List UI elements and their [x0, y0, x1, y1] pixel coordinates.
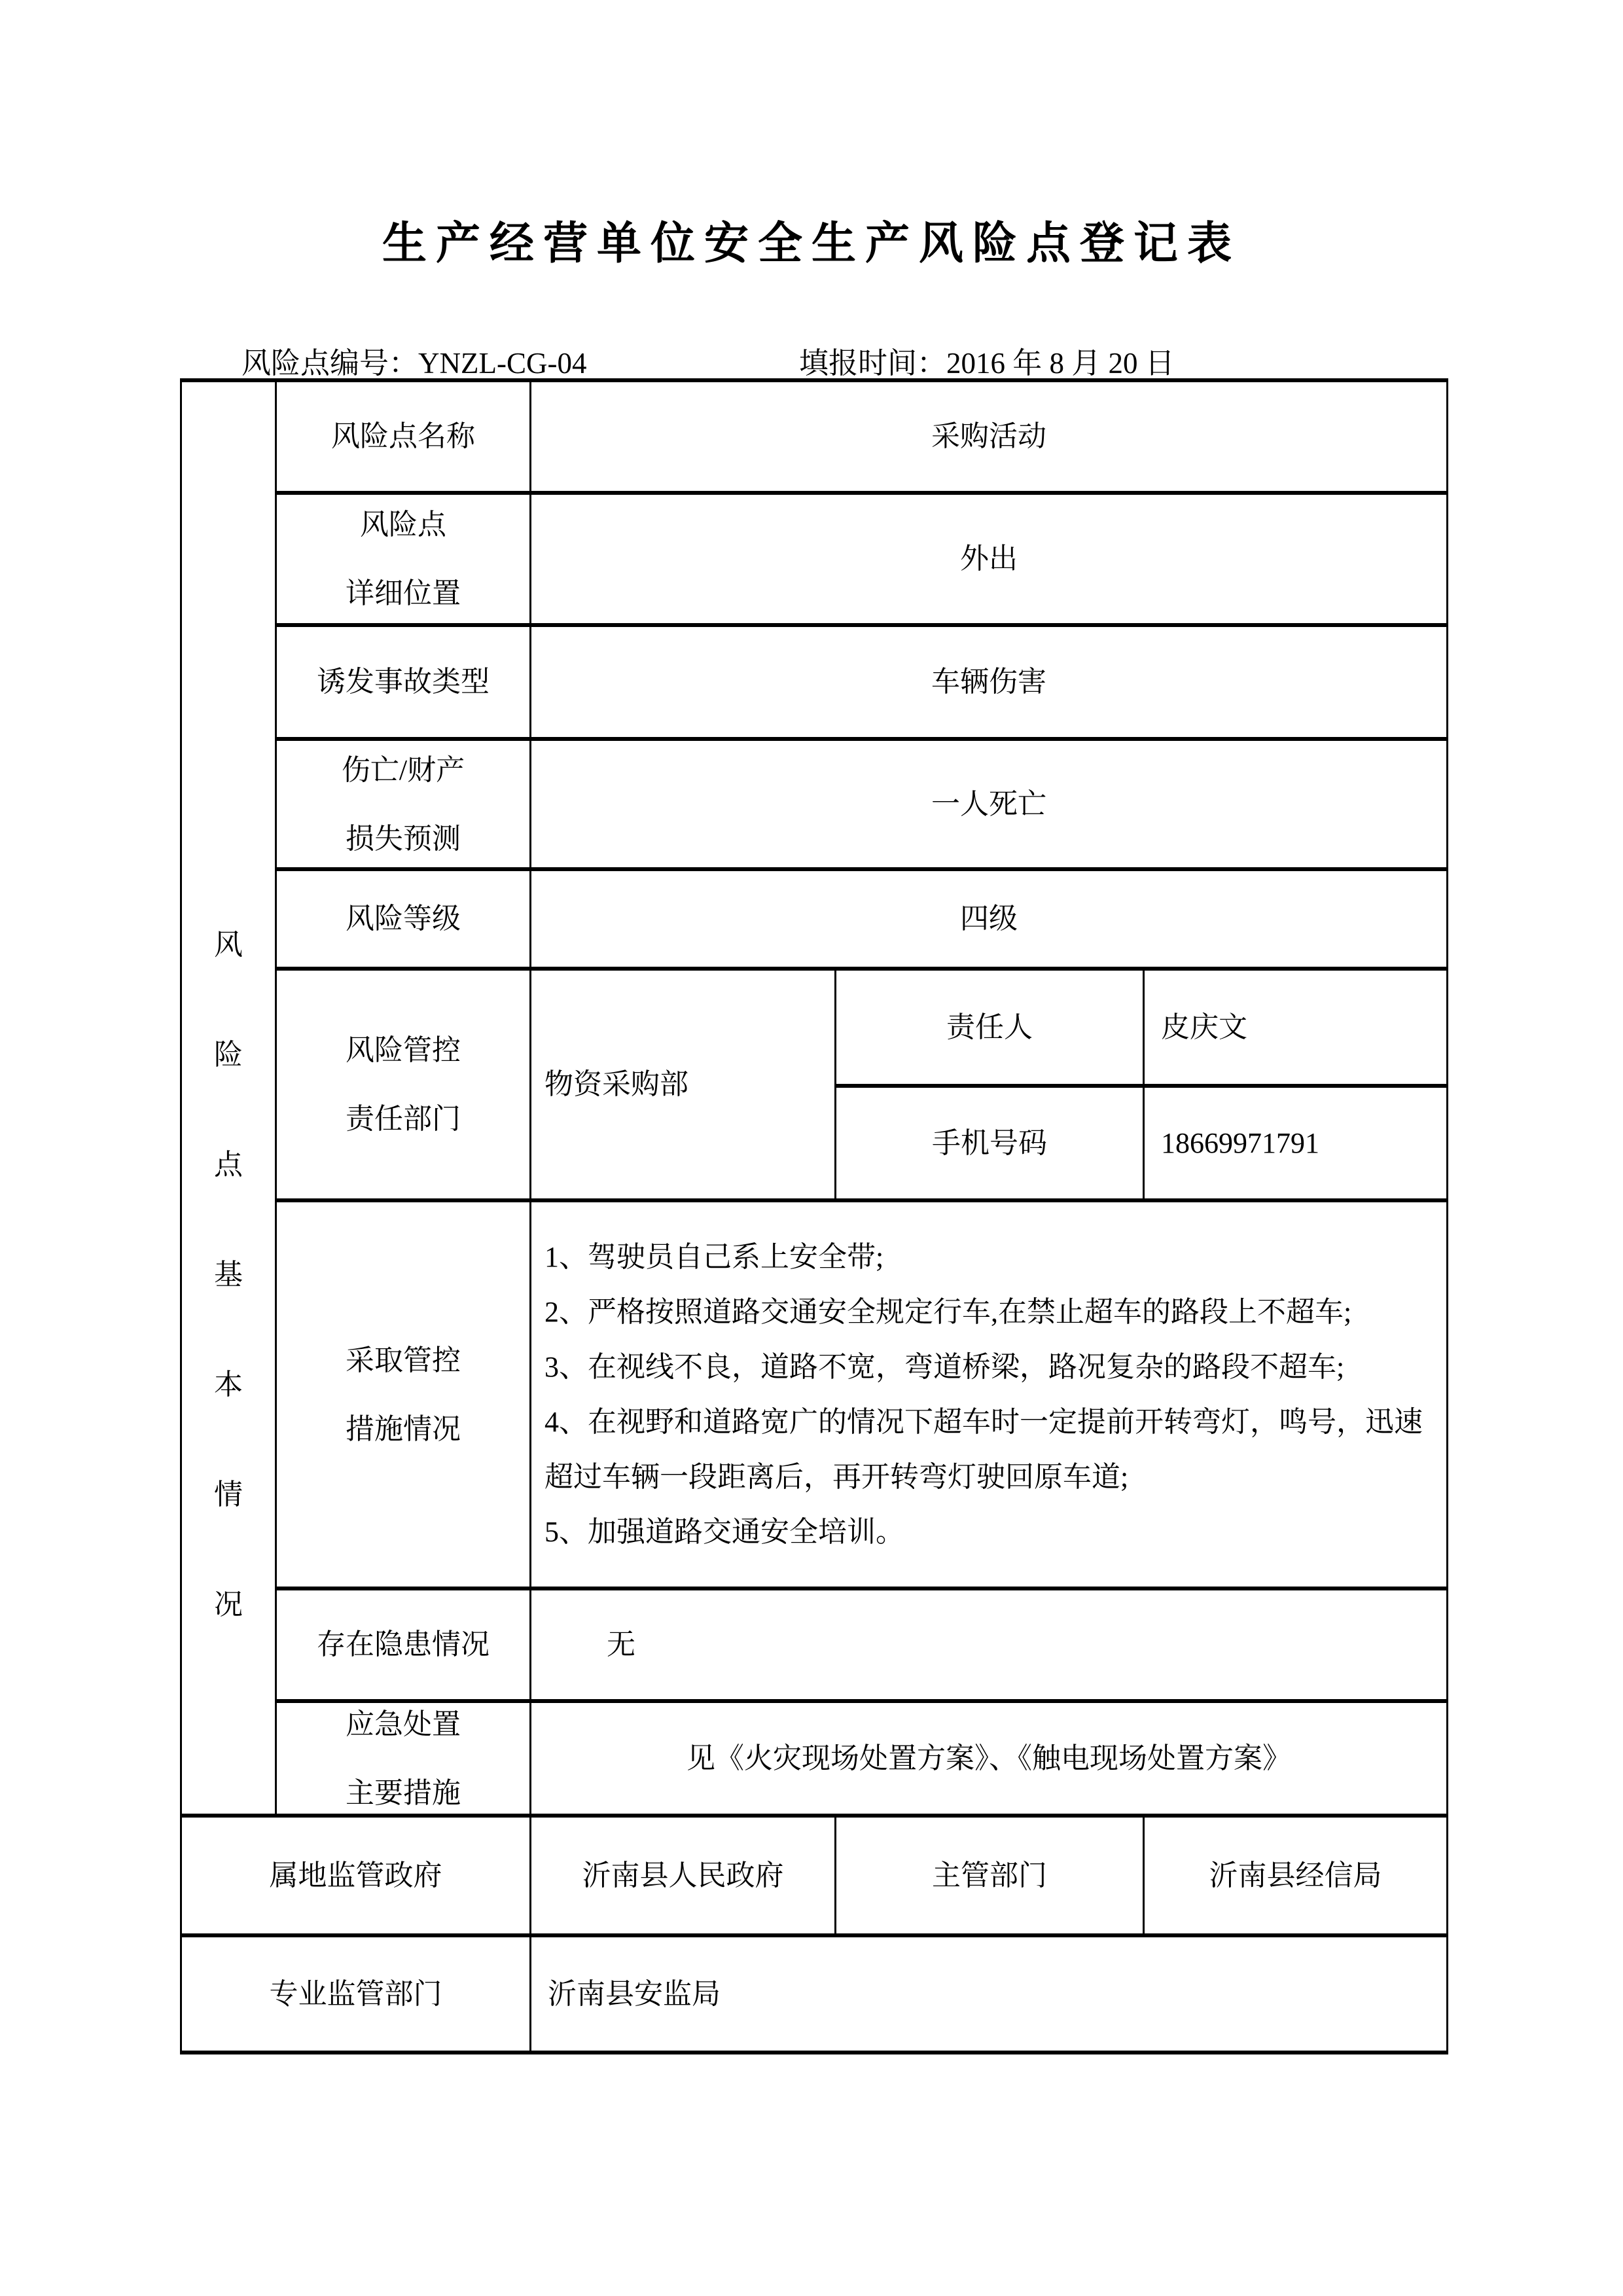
label-line: 应急处置 — [346, 1708, 461, 1740]
label-phone-number: 手机号码 — [836, 1088, 1145, 1202]
value-risk-level: 四级 — [531, 871, 1448, 971]
value-emergency-measures: 见《火灾现场处置方案》、《触电现场处置方案》 — [531, 1703, 1448, 1818]
label-line: 风险管控 — [346, 1034, 461, 1066]
label-responsible-person: 责任人 — [836, 971, 1145, 1088]
vertical-char: 险 — [214, 1038, 243, 1071]
vertical-char: 本 — [214, 1368, 243, 1401]
fill-date — [799, 339, 1175, 382]
value-loss-forecast: 一人死亡 — [531, 741, 1448, 871]
value-control-department: 物资采购部 — [531, 971, 836, 1202]
value-existing-hazard: 无 — [531, 1590, 1448, 1703]
vertical-char: 基 — [214, 1258, 243, 1291]
value-responsible-person: 皮庆文 — [1145, 971, 1448, 1088]
label-line: 采取管控 — [346, 1344, 461, 1376]
label-line: 责任部门 — [346, 1103, 461, 1135]
label-risk-point-location — [277, 495, 531, 627]
label-professional-supervision: 专业监管部门 — [182, 1937, 531, 2054]
value-phone-number: 18669971791 — [1145, 1088, 1448, 1202]
measure-item: 3、在视线不良，道路不宽，弯道桥梁，路况复杂的路段不超车; — [544, 1350, 1345, 1383]
value-control-measures — [531, 1202, 1448, 1590]
label-control-department — [277, 971, 531, 1202]
vertical-char: 情 — [214, 1478, 243, 1511]
label-line: 伤亡/财产 — [341, 753, 465, 786]
label-line: 风险点 — [360, 509, 446, 541]
risk-no-value: YNZL-CG-04 — [418, 347, 587, 380]
vertical-char: 况 — [214, 1588, 243, 1621]
value-professional-supervision: 沂南县安监局 — [531, 1937, 1448, 2054]
label-line: 详细位置 — [346, 577, 461, 609]
label-line: 措施情况 — [346, 1412, 461, 1445]
risk-no-label: 风险点编号： — [241, 347, 419, 380]
label-accident-type: 诱发事故类型 — [277, 627, 531, 741]
risk-point-number — [241, 339, 586, 382]
label-line: 损失预测 — [346, 822, 461, 855]
vertical-char: 点 — [214, 1148, 243, 1181]
label-competent-department: 主管部门 — [836, 1818, 1145, 1937]
fill-date-label: 填报时间： — [799, 347, 947, 380]
label-loss-forecast — [277, 741, 531, 871]
value-risk-point-location: 外出 — [531, 495, 1448, 627]
value-risk-point-name: 采购活动 — [531, 382, 1448, 495]
meta-line — [0, 339, 1623, 378]
fill-date-value: 2016 年 8 月 20 日 — [946, 347, 1175, 380]
value-accident-type: 车辆伤害 — [531, 627, 1448, 741]
label-risk-point-name: 风险点名称 — [277, 382, 531, 495]
label-line: 主要措施 — [346, 1776, 461, 1809]
label-local-supervision-gov: 属地监管政府 — [182, 1818, 531, 1937]
vertical-char: 风 — [214, 928, 243, 961]
value-local-supervision-gov: 沂南县人民政府 — [531, 1818, 836, 1937]
measure-item: 2、严格按照道路交通安全规定行车,在禁止超车的路段上不超车; — [544, 1295, 1352, 1328]
value-competent-department: 沂南县经信局 — [1145, 1818, 1448, 1937]
page-title: 生产经营单位安全生产风险点登记表 — [382, 219, 1241, 268]
measure-item: 4、在视野和道路宽广的情况下超车时一定提前开转弯灯，鸣号，迅速超过车辆一段距离后，再开转弯灯驶回原车道; — [544, 1405, 1423, 1493]
risk-table — [180, 378, 1448, 2054]
label-control-measures — [277, 1202, 531, 1590]
label-risk-level: 风险等级 — [277, 871, 531, 971]
measure-item: 1、驾驶员自己系上安全带; — [544, 1240, 884, 1273]
measure-item: 5、加强道路交通安全培训。 — [544, 1515, 904, 1548]
label-existing-hazard: 存在隐患情况 — [277, 1590, 531, 1703]
section-header-basic-info — [182, 382, 277, 1818]
label-emergency-measures — [277, 1703, 531, 1818]
